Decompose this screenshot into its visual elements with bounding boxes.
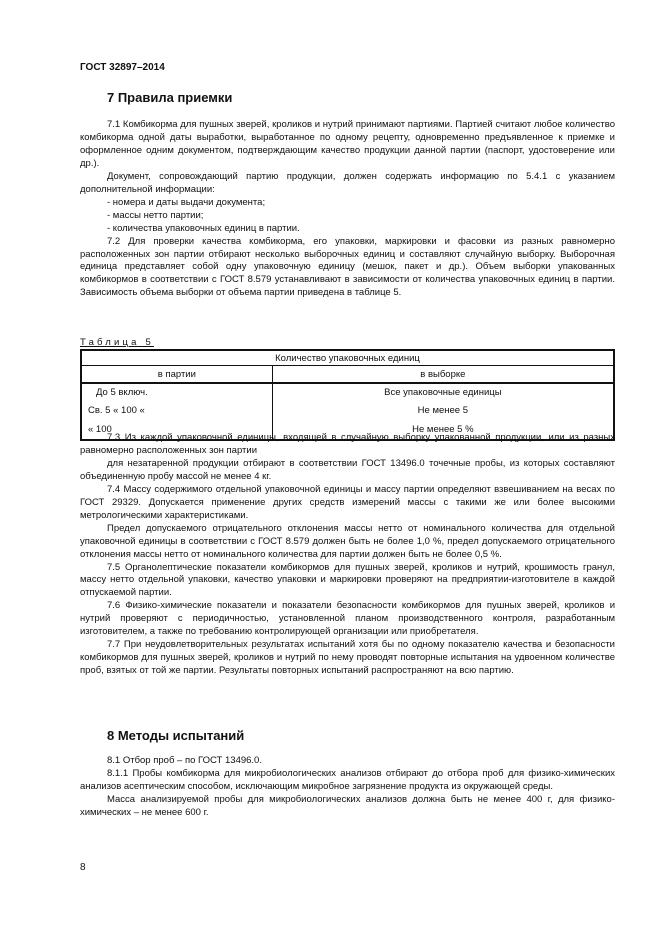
paragraph: 8.1.1 Пробы комбикорма для микробиологических анализов отбирают до отбора проб для физико-химических анализов асептическим способом, исключающим микробное загрязнение продукта из окружающей среды. — [80, 767, 615, 792]
paragraph: для незатаренной продукции отбирают в соответствии ГОСТ 13496.0 точечные пробы, из которых составляют объединенную пробу массой не менее 4 кг. — [80, 457, 615, 482]
table-5 — [80, 349, 615, 441]
paragraph: 7.5 Органолептические показатели комбикормов для пушных зверей, кроликов и нутрий, крошимость гранул, массу нетто отдельной упаковки, качество упаковки и маркировки проверяют на предприятии-изготовителе в каждой отпускаемой партии. — [80, 561, 615, 599]
list-item: - номера и даты выдачи документа; — [107, 196, 266, 208]
section-8-title: 8 Методы испытаний — [107, 728, 245, 743]
paragraph: 8.1 Отбор проб – по ГОСТ 13496.0. — [107, 755, 262, 766]
section-7-title: 7 Правила приемки — [107, 90, 233, 105]
page-number: 8 — [80, 862, 86, 873]
paragraph: 7.6 Физико-химические показатели и показатели безопасности комбикормов для пушных зверей, кроликов и нутрий проверяют с периодичностью, установленной планом производственного контроля, разработанным изготовителем, а также по требованию контролирующей организации или приобретателя. — [80, 600, 615, 638]
column-header: в выборке — [272, 366, 614, 384]
paragraph: 7.4 Массу содержимого отдельной упаковочной единицы и массу партии определяют взвешиванием на весах по ГОСТ 29329. Допускается применение других средств измерений массы с такими же или более высокими метрологическими характеристиками. — [80, 483, 615, 521]
section-8-text — [80, 755, 615, 820]
paragraph: 7.2 Для проверки качества комбикорма, его упаковки, маркировки и фасовки из разных равномерно расположенных зон партии отбирают несколько выборочных единиц и составляют случайную выборку. Выборочная единица представляет собой одну упаковочную единицу (мешок, пакет и др.). Объем выборки упакованных комбикормов в соответствии с ГОСТ 8.579 устанавливают в зависимости от количества упаковочных единиц в партии. Зависимость объема выборки от объема партии приведена в таблице 5. — [80, 235, 615, 299]
table-cell: Не менее 5 — [272, 401, 614, 420]
table-caption: Таблица 5 — [80, 337, 154, 348]
paragraph: 7.1 Комбикорма для пушных зверей, кроликов и нутрий принимают партиями. Партией считают любое количество комбикорма одной даты выработки, выработанное по одному рецепту, одновременно предъявленное к приемке и оформленное одним документом, подтверждающим качество продукции данной партии (паспорт, удостоверение или др.). — [80, 119, 615, 169]
paragraph: 7.7 При неудовлетворительных результатах испытаний хотя бы по одному показателю качества и безопасности комбикормов для пушных зверей, кроликов и нутрий по нему проводят повторные испытания на удвоенном количестве проб, взятых от той же партии. Результаты повторных испытаний распространяют на всю партию. — [80, 639, 615, 677]
paragraph: Масса анализируемой пробы для микробиологических анализов должна быть не менее 400 г, для физико-химических – не менее 600 г. — [80, 793, 615, 818]
table-group-header: Количество упаковочных единиц — [275, 352, 420, 364]
table-cell: Св. 5 « 100 « — [88, 405, 145, 416]
section-7-text-after-table — [80, 432, 615, 678]
table-cell: Не менее 5 % — [272, 420, 614, 440]
table-cell: « 100 — [88, 424, 112, 435]
paragraph: Предел допускаемого отрицательного отклонения массы нетто от номинального количества для отдельной упаковочной единицы в соответствии с ГОСТ 8.579 должен быть не более 1,0 %, предел допускаемого отрицательного отклонения массы нетто от номинального количества для партии должен быть не более 0,5 %. — [80, 522, 615, 560]
column-header: в партии — [157, 368, 196, 380]
list-item: - массы нетто партии; — [107, 209, 204, 221]
table-cell: До 5 включ. — [96, 387, 148, 398]
table-cell: Все упаковочные единицы — [272, 383, 614, 401]
document-header: ГОСТ 32897–2014 — [80, 62, 165, 73]
section-7-text-before-table — [80, 119, 615, 300]
paragraph: 7.3 Из каждой упаковочной единицы, входящей в случайную выборку упакованной продукции, или из разных равномерно расположенных зон партии — [80, 432, 615, 456]
list-item: - количества упаковочных единиц в партии. — [107, 222, 300, 234]
paragraph: Документ, сопровождающий партию продукции, должен содержать информацию по 5.4.1 с указанием дополнительной информации: — [80, 170, 615, 195]
